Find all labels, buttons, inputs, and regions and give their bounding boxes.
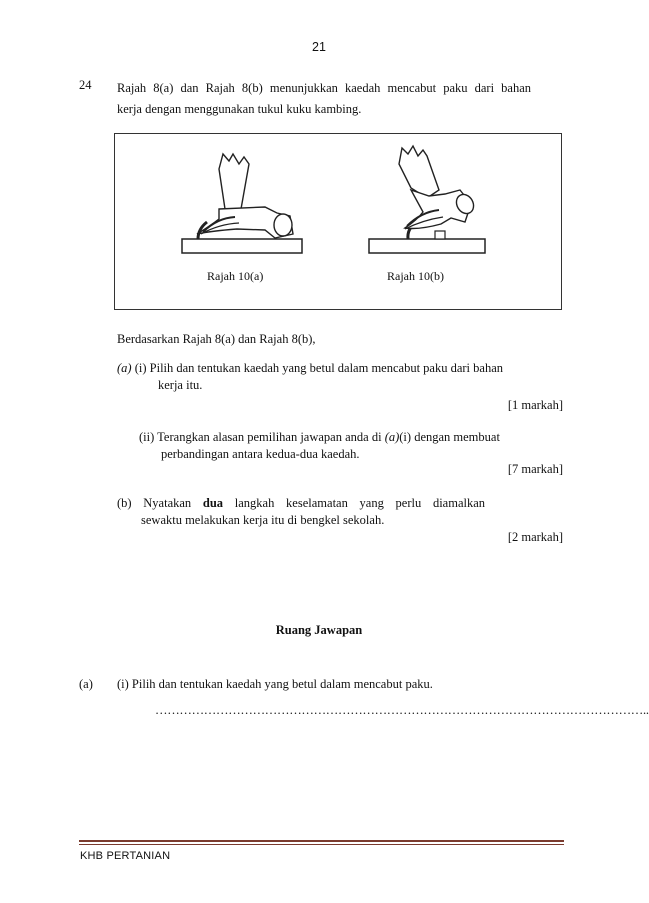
part-a-label: (a) (117, 361, 132, 375)
answer-dotted-line[interactable]: ………………………………………………………………………………………………………….. (155, 703, 649, 717)
footer-rule-thick (79, 840, 564, 842)
part-a-ii-suffix: (i) dengan membuat (399, 430, 500, 444)
support-block-b (435, 231, 445, 239)
part-b-line-2: sewaktu melakukan kerja itu di bengkel sekolah. (141, 513, 385, 527)
intro-text: Berdasarkan Rajah 8(a) dan Rajah 8(b), (117, 332, 316, 346)
part-b (117, 496, 485, 528)
question-number: 24 (79, 78, 92, 92)
part-a-ii-ref: (a) (384, 430, 400, 444)
part-a-i-line-2: kerja itu. (158, 378, 203, 392)
answer-prompt: (i) Pilih dan tentukan kaedah yang betul dalam mencabut paku. (117, 677, 433, 691)
hammer-illustrations (115, 134, 563, 311)
hammer-figure-a (182, 154, 302, 253)
part-a-i-label: (i) (134, 361, 147, 375)
part-b-suffix: langkah keselamatan yang perlu diamalkan (234, 496, 486, 510)
hammer-figure-b (369, 146, 485, 253)
workpiece-block-b (369, 239, 485, 253)
marks-a-i: [1 markah] (507, 398, 563, 412)
question-stem (117, 78, 531, 120)
part-a-i (117, 361, 567, 393)
part-b-bold-word: dua (202, 496, 224, 510)
hammer-face-a (274, 214, 292, 236)
caption-rajah-b: Rajah 10(b) (387, 269, 444, 283)
caption-rajah-a: Rajah 10(a) (207, 269, 264, 283)
marks-a-ii: [7 markah] (507, 462, 563, 476)
part-b-line-1 (117, 496, 485, 511)
question-stem-line-2: kerja dengan menggunakan tukul kuku kambing. (117, 102, 362, 116)
marks-b: [2 markah] (507, 530, 563, 544)
handle-b (399, 146, 439, 198)
footer-text: KHB PERTANIAN (80, 850, 171, 862)
part-a-ii (139, 430, 569, 462)
question-stem-line-1: Rajah 8(a) dan Rajah 8(b) menunjukkan kaedah mencabut paku dari bahan (117, 81, 531, 95)
workpiece-block-a (182, 239, 302, 253)
answer-label-a: (a) (79, 677, 93, 691)
handle-a (219, 154, 249, 209)
answer-heading: Ruang Jawapan (275, 623, 363, 637)
part-a-ii-prefix: (ii) Terangkan alasan pemilihan jawapan anda di (139, 430, 382, 444)
part-a-i-line-1: Pilih dan tentukan kaedah yang betul dalam mencabut paku dari bahan (149, 361, 503, 375)
part-a-ii-line-2: perbandingan antara kedua-dua kaedah. (161, 447, 360, 461)
part-b-prefix: (b) Nyatakan (117, 496, 192, 510)
figure-box (114, 133, 562, 310)
page-number: 21 (312, 40, 326, 54)
footer-rule-thin (79, 844, 564, 845)
